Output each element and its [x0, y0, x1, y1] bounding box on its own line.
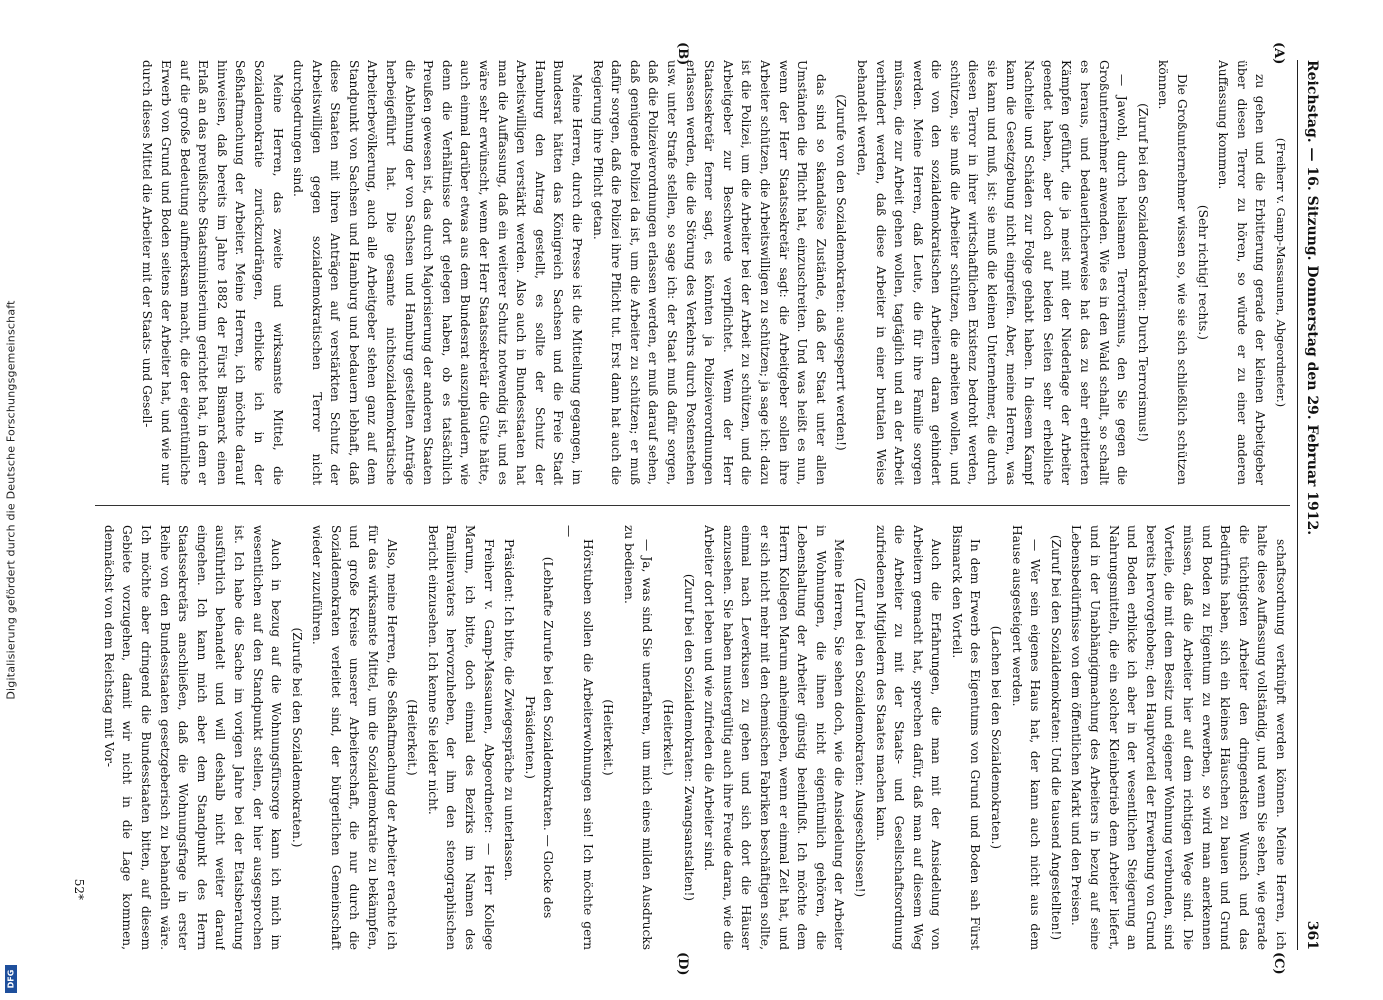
interjection: (Heiterkeit.): [405, 699, 420, 776]
paragraph: zu gehen und die Erbitterung gerade der kleinen Arbeitgeber über diesen Terror zu hören, so würde er zu einer anderen Auffassung kommen.: [1216, 60, 1268, 485]
margin-mark-b: (B): [675, 42, 690, 66]
left-column: [90, 60, 1290, 485]
interjection: (Lachen bei den Sozialdemokraten.): [989, 625, 1004, 850]
interjection: (Sehr richtig! rechts.): [1195, 204, 1210, 341]
header-title: Reichstag. — 16. Sitzung. Donnerstag den 29. Februar 1912.: [1304, 60, 1320, 536]
page-header: [1297, 60, 1320, 950]
credit-text: Digitalisierung gefördert durch die Deutsche Forschungsgemeinschaft: [4, 300, 18, 700]
paragraph: Meine Herren, durch die Presse ist die Mitteilung gegangen, im Bundesrat hätten das Königreich Sachsen und die Freie Stadt Hamburg den Antrag gestellt, es sollte der Schutz der Arbeitswilligen verstärkt werden. Also auch in Bundesstaaten hat man die Auffassung, daß ein weiterer Schutz notwendig ist, und es wäre sehr erwünscht, wenn der Herr Staatssekretär die Güte hätte, auch einmal darüber etwas aus dem Bundesrat auszuplaudern, wie denn die Verhältnisse dort gelegen haben, ob es tatsächlich Preußen gewesen ist, das durch Majorisierung der anderen Staaten die Ablehnung der von Sachsen und Hamburg gestellten Anträge herbeigeführt hat. Die gesamte nichtsozialdemokratische Arbeiterbevölkerung, auch alle Arbeitgeber stehen ganz auf dem Standpunkt von Sachsen und Hamburg und bedauern lebhaft, daß diese Staaten mit ihren Anträgen auf verstärkten Schutz der Arbeitswilligen gegen sozialdemokratischen Terror nicht durchgedrungen sind.: [291, 60, 585, 485]
paragraph: — Ja, was sind Sie unerfahren, um mich eines milden Ausdrucks zu bedienen.: [621, 525, 655, 950]
dfg-logo-text: DFG: [6, 969, 16, 989]
interjection: (Zurufe bei den Sozialdemokraten.): [289, 627, 304, 848]
paragraph: Meine Herren, das zweite und wirksamste Mittel, die Sozialdemokratie zurückzudrängen, erblicke ich in der Seßhaftmachung der Arbeiter. Meine Herren, ich möchte darauf hinweisen, daß bereits im Jahre 1882 der Fürst Bismarck einen Erlaß an das preußische Staatsministerium gerichtet hat, in dem er auf die große Bedeutung aufmerksam macht, die der eigentümliche Erwerb von Grund und Boden seitens der Arbeiter hat, und wie nur durch dieses Mittel die Arbeiter mit der Staats- und Gesell-: [140, 60, 285, 485]
margin-mark-a: (A): [1271, 42, 1286, 65]
interjection: (Zuruf bei den Sozialdemokraten: Zwangsanstalten!): [681, 573, 696, 902]
paragraph: Präsident: Ich bitte, die Zwiegespräche zu unterlassen.: [502, 539, 517, 882]
header-page-number: 361: [1304, 920, 1320, 950]
digitization-credit: [2, 0, 20, 1000]
interjection: (Zuruf bei den Sozialdemokraten: Ausgeschlossen!): [852, 577, 867, 898]
interjection: (Zuruf bei den Sozialdemokraten: Und die tausend Angestellten!): [1048, 534, 1063, 941]
signature-mark: 52*: [72, 878, 86, 900]
paragraph: Hörstuben sollen die Arbeiterwohnungen sein! Ich möchte gern —: [562, 525, 595, 950]
dfg-logo: [5, 965, 17, 993]
right-column: [90, 525, 1290, 950]
interjection: (Zuruf bei den Sozialdemokraten: Durch Terrorismus!): [1135, 103, 1150, 442]
interjection: (Zurufe von den Sozialdemokraten: ausgesperrt werden!): [834, 94, 849, 451]
paragraph: Freiherr v. Gamp-Massaunen, Abgeordneter: — Herr Kollege Marum, ich bitte, doch einmal des Bezirks im Namen des Familienvaters hervorzuheben, der ihm den stenographischen Bericht einzusehen. Ich kenne Sie leider nicht.: [425, 525, 496, 950]
paragraph: Also, meine Herren, die Seßhaftmachung der Arbeiter erachte ich für das wirksamste Mittel, um die Sozialdemokratie zu bekämpfen, und große Kreise unserer Arbeiterschaft, die nur durch die Sozialdemokraten verleitet sind, der bürgerlichen Gemeinschaft wieder zuzuführen.: [310, 525, 399, 950]
interjection: (Lebhafte Zurufe bei den Sozialdemokraten. — Glocke des Präsidenten.): [522, 556, 556, 919]
margin-mark-c: (C): [1271, 952, 1286, 975]
paragraph: — Jawohl, durch heilsamen Terrorismus, den Sie gegen die Großunternehmer anwenden. Wie es in den Wald schallt, so schallt es heraus, und bedauerlicherweise hat das zu sehr erbitterten Kämpfen geführt, die ja meist mit der Niederlage der Arbeiter geendet haben, aber doch auf beiden Seiten sehr erhebliche Nachteile und Schäden zur Folge gehabt haben. In diesem Kampf kann die Gesetzgebung nicht eingreifen. Aber, meine Herren, was sie kann und muß, ist: sie muß die kleinen Unternehmer, die durch diesen Terror in ihrer wirtschaftlichen Existenz bedroht werden, schützen, sie muß die Arbeiter schützen, die arbeiten wollen, und die von den sozialdemokratischen Arbeitern daran gehindert werden. Meine Herren, daß Leute, die für ihre Familie sorgen müssen, die zur Arbeit gehen wollen, tagtäglich und an der Arbeit verhindert werden, daß diese Arbeiter in einer brutalen Weise behandelt werden,: [854, 60, 1130, 485]
column-divider: [95, 505, 1290, 506]
interjection: (Heiterkeit.): [661, 699, 675, 776]
paragraph: Die Großunternehmer wissen so, wie sie sich schließlich schützen können.: [1156, 60, 1190, 485]
interjection: (Heiterkeit.): [601, 699, 616, 776]
paragraph: Meine Herren, Sie sehen doch, wie die Ansiedelung der Arbeiter in Wohnungen, die ihnen nicht eigentümlich gehören, die Lebenshaltung der Arbeiter günstig beeinflußt. Ich möchte dem Herrn Kollegen Marum anheimgeben, wenn er einmal Zeit hat, und er sich nicht mehr mit den chemischen Fabriken beschäftigen sollte, einmal nach Leverkusen zu gehen und sich dort die Häuser anzusehen. Sie haben mustergültig auch ihre Freude daran, wie die Arbeiter dort leben und wie zufrieden die Arbeiter sind.: [702, 525, 847, 950]
page-wrapper: [60, 40, 1330, 976]
paragraph: — Wer sein eigenes Haus hat, der kann auch nicht aus dem Hause ausgesteigert werden.: [1009, 525, 1043, 950]
paragraph: Auch in bezug auf die Wohnungsfürsorge kann ich mich im wesentlichen auf den Standpunkt stellen, der hier ausgesprochen ist. Ich habe die Sache im vorigen Jahre bei der Etatsberatung ausführlich behandelt und will deshalb nicht weiter darauf eingehen. Ich kann mich aber dem Standpunkt des Herrn Staatssekretärs anschließen, daß die Wohnungsfrage in erster Reihe von den Bundesstaaten gesetzgeberisch zu behandeln wäre. Ich möchte aber dringend die Bundesstaaten bitten, auf diesem Gebiete vorzugehen, damit wir nicht in die Lage kommen, demnächst von dem Reichstag mit Vor-: [101, 525, 284, 950]
paragraph: In dem Erwerb des Eigentums von Grund und Boden sah Fürst Bismarck den Vorteil.: [949, 525, 983, 950]
paragraph: schaftsordnung verknüpft werden können. Meine Herren, ich halte diese Auffassung vollständig, und wenn Sie sehen, wie gerade die tüchtigsten Arbeiter den dringendsten Wunsch und das Bedürfnis haben, sich ein kleines Häuschen zu bauen und Grund und Boden zu Eigentum zu erwerben, so wird man anerkennen müssen, daß die Arbeiter hier auf dem richtigen Wege sind. Die Vorteile, die mit dem Besitz und eigener Wohnung verbunden, sind bereits hervorgehoben; den Hauptvorteil der Erwerbung von Grund und Boden erblicke ich aber in der wesentlichen Steigerung an Nahrungsmitteln, die ein solcher Kleinbetrieb dem Arbeiter liefert, und in der Unabhängigmachung des Arbeiters in bezug auf seine Lebensbedürfnisse von dem öffentlichen Markt und den Preisen.: [1069, 525, 1288, 950]
paragraph: das sind so skandalöse Zustände, daß der Staat unter allen Umständen die Pflicht hat, einzuschreiten. Und was heißt es nun, wenn der Herr Staatssekretär sagt: die Arbeitgeber sollen ihre Arbeiter schützen, die Arbeitswilligen zu schützen; ja sage ich: dazu ist die Polizei, um die Arbeiter bei der Arbeit zu schützen, und die Arbeitgeber zur Beschwerde verpflichtet. Wenn der Herr Staatssekretär ferner sagt, es könnten ja Polizeiverordnungen erlassen werden, die die Störung des Verkehrs durch Postenstehen usw. unter Strafe stellen, so sage ich: der Staat muß dafür sorgen, daß die Polizeiverordnungen erlassen werden, er muß darauf sehen, daß genügende Polizei da ist, um die Arbeiter zu schützen; er muß dafür sorgen, daß die Polizei ihre Pflicht tut. Erst dann hat auch die Regierung ihre Pflicht getan.: [590, 60, 828, 485]
scanned-page: [60, 40, 1330, 976]
interjection: (Freiherr v. Gamp-Massaunen, Abgeordneter.): [1274, 137, 1288, 408]
margin-mark-d: (D): [675, 952, 690, 976]
paragraph: Auch die Erfahrungen, die man mit der Ansiedelung von Arbeitern gemacht hat, sprechen dafür, daß man auf diesem Weg die Arbeiter zu mit der Staats- und Gesellschaftsordnung zufriedenen Mitgliedern des Staates machen kann.: [873, 525, 944, 950]
